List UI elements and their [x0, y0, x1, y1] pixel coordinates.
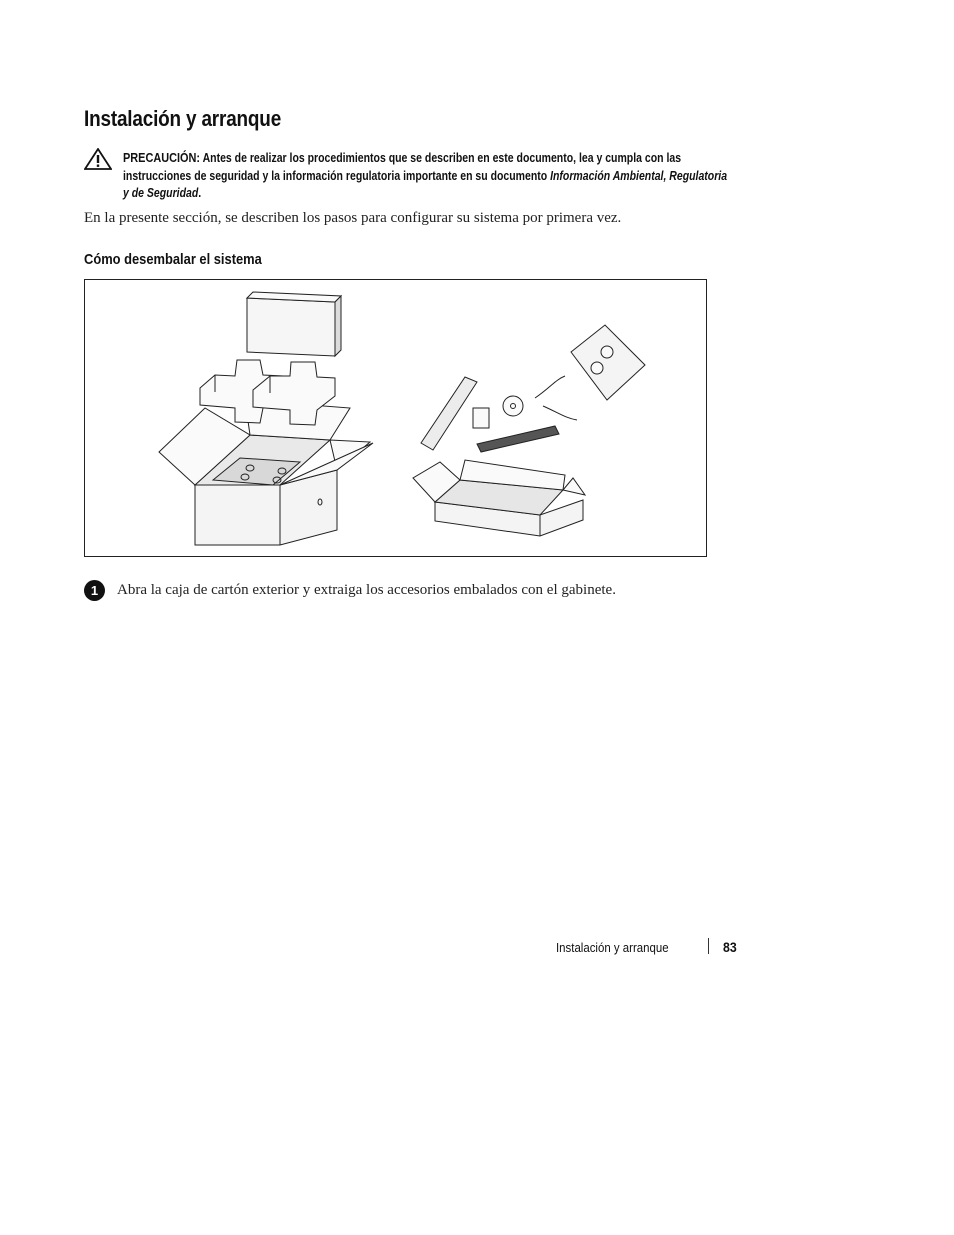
- unpacking-illustration: [85, 280, 708, 558]
- cd-icon: [503, 396, 523, 416]
- caution-icon: [84, 148, 112, 170]
- caution-doc-title: Información Ambiental, Regulatoria y de Seguridad: [123, 168, 728, 200]
- caution-notice: [123, 149, 728, 203]
- section-heading: Cómo desembalar el sistema: [84, 251, 262, 268]
- unpacking-figure: [84, 279, 707, 557]
- rail-icon: [421, 377, 477, 450]
- intro-paragraph: En la presente sección, se describen los pasos para configurar su sistema por primera vez.: [84, 210, 622, 226]
- page-number: 83: [723, 939, 737, 955]
- footer-divider: [708, 938, 709, 954]
- caution-body: Antes de realizar los procedimientos que se describen en este documento, lea y cumpla con las instrucciones de seguridad y la información regulatoria importante en su documento: [123, 151, 682, 183]
- bezel-icon: [477, 426, 559, 452]
- step-text: Abra la caja de cartón exterior y extraiga los accesorios embalados con el gabinete.: [117, 582, 616, 598]
- step-number-badge: 1: [84, 580, 105, 601]
- caution-label: PRECAUCIÓN:: [123, 150, 201, 165]
- accessory-box-icon: [413, 460, 585, 536]
- caution-end: .: [198, 186, 202, 200]
- power-cable-icon: [535, 376, 565, 398]
- box-icon: [159, 400, 373, 545]
- documentation-icon: [571, 325, 645, 400]
- page-title: Instalación y arranque: [84, 106, 282, 131]
- footer-section-title: Instalación y arranque: [556, 940, 669, 955]
